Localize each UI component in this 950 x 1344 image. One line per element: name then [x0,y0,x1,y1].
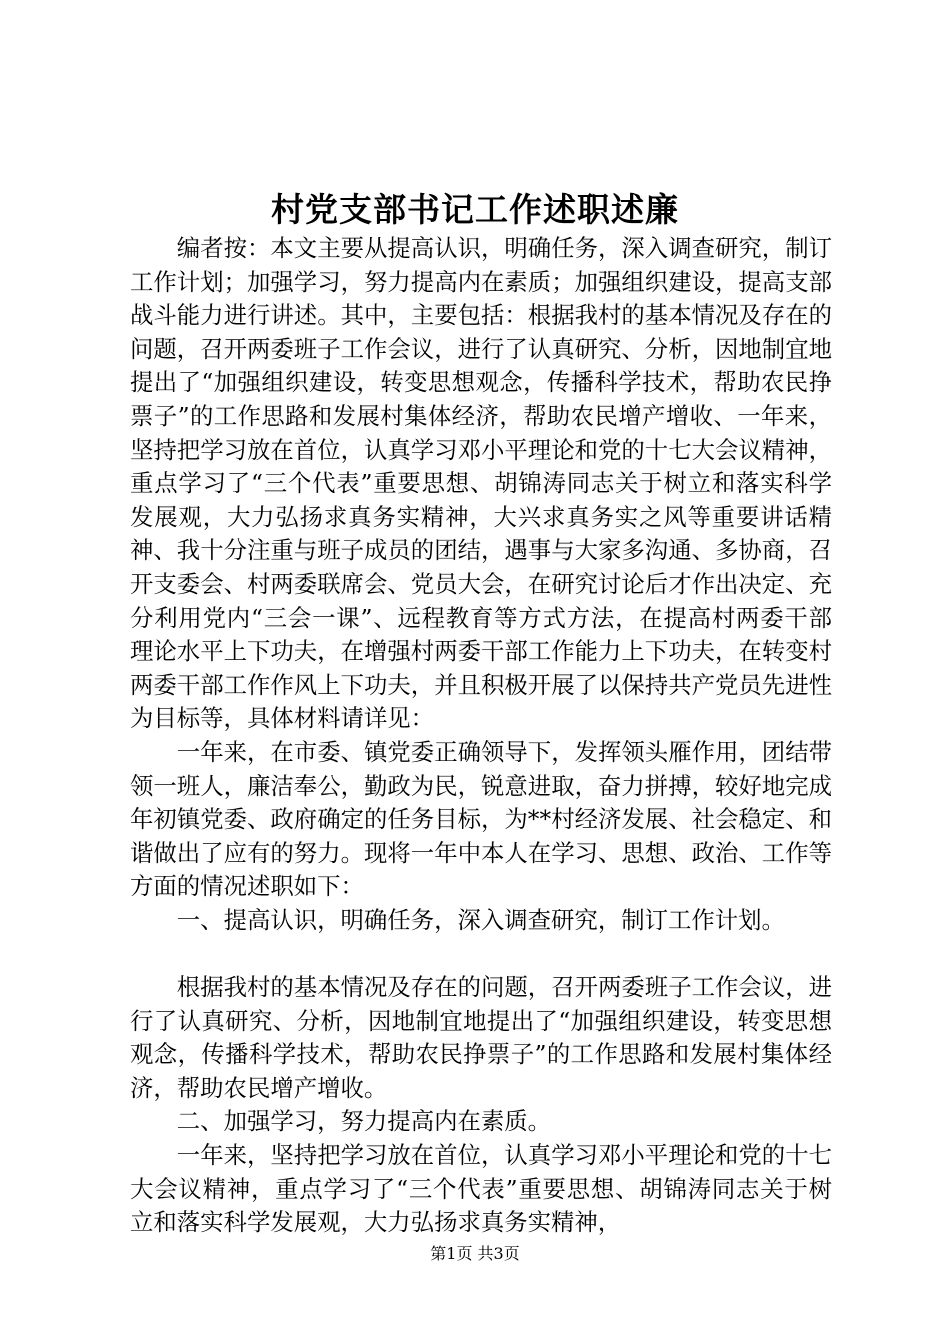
page-footer: 第1页 共3页 [430,1244,520,1263]
editor-note-paragraph: 编者按：本文主要从提高认识，明确任务，深入调查研究，制订工作计划；加强学习，努力提高内在素质；加强组织建设，提高支部战斗能力进行讲述。其中，主要包括：根据我村的基本情况及存在的问题，召开两委班子工作会议，进行了认真研究、分析，因地制宜地提出了“加强组织建设，转变思想观念，传播科学技术，帮助农民挣票子”的工作思路和发展村集体经济，帮助农民增产增收、一年来，坚持把学习放在首位，认真学习邓小平理论和党的十七大会议精神，重点学习了“三个代表”重要思想、胡锦涛同志关于树立和落实科学发展观，大力弘扬求真务实精神，大兴求真务实之风等重要讲话精神、我十分注重与班子成员的团结，遇事与大家多沟通、多协商，召开支委会、村两委联席会、党员大会，在研究讨论后才作出决定、充分利用党内“三会一课”、远程教育等方式方法，在提高村两委干部理论水平上下功夫，在增强村两委干部工作能力上下功夫，在转变村两委干部工作作风上下功夫，并且积极开展了以保持共产党员先进性为目标等，具体材料请详见： [130,234,832,733]
section-2-paragraph: 一年来，坚持把学习放在首位，认真学习邓小平理论和党的十七大会议精神，重点学习了“三个代表”重要思想、胡锦涛同志关于树立和落实科学发展观，大力弘扬求真务实精神， [130,1141,832,1237]
section-heading-1: 一、提高认识，明确任务，深入调查研究，制订工作计划。 [176,905,785,934]
intro-paragraph: 一年来，在市委、镇党委正确领导下，发挥领头雁作用，团结带领一班人，廉洁奉公，勤政为民，锐意进取，奋力拼搏，较好地完成年初镇党委、政府确定的任务目标，为**村经济发展、社会稳定、和谐做出了应有的努力。现将一年中本人在学习、思想、政治、工作等方面的情况述职如下： [130,737,832,901]
section-heading-2: 二、加强学习，努力提高内在素质。 [176,1107,552,1136]
document-body [130,232,832,1240]
document-title: 村党支部书记工作述职述廉 [271,190,679,229]
section-1-paragraph: 根据我村的基本情况及存在的问题，召开两委班子工作会议，进行了认真研究、分析，因地制宜地提出了“加强组织建设，转变思想观念，传播科学技术，帮助农民挣票子”的工作思路和发展村集体经济，帮助农民增产增收。 [130,973,832,1102]
